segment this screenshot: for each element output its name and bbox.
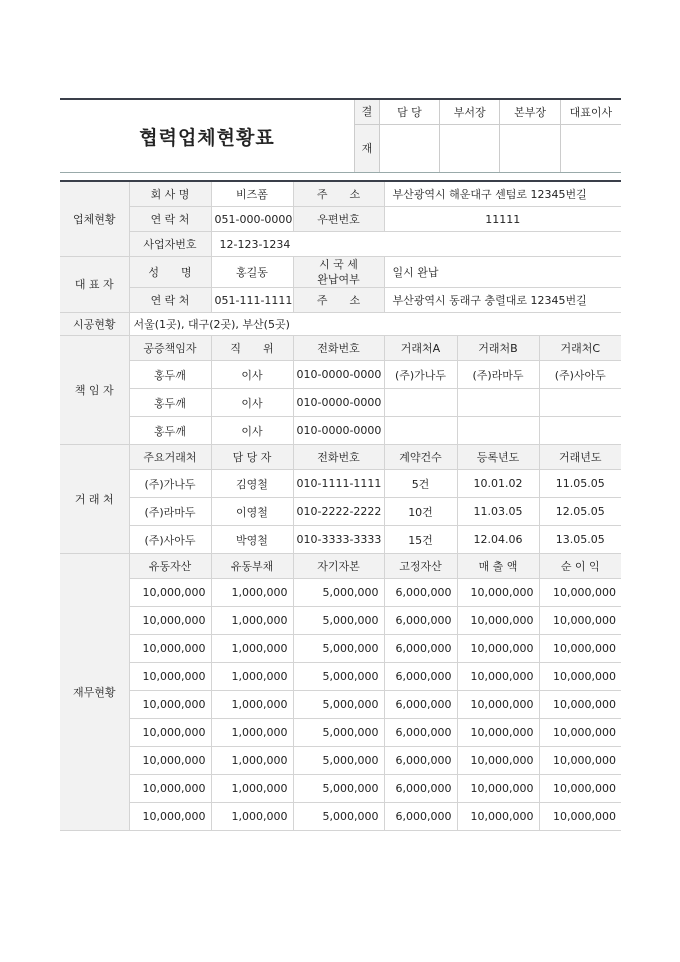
partner-status-table [60, 180, 621, 831]
page-title: 협력업체현황표 [139, 126, 275, 149]
section-managers: 책 임 자 [60, 336, 129, 445]
manager-name: 홍두깨 [129, 417, 211, 445]
ceo-address: 부산광역시 동래구 충렬대로 12345번길 [384, 288, 621, 313]
client-contracts: 5건 [384, 470, 457, 498]
section-construction: 시공현황 [60, 313, 129, 336]
table-row [60, 579, 621, 607]
finance-net-income: 10,000,000 [539, 635, 621, 663]
approval-role: 담 당 [379, 100, 439, 125]
approval-role: 대표이사 [560, 100, 621, 125]
finance-fixed-assets: 6,000,000 [384, 803, 457, 831]
ceo-tax: 일시 완납 [384, 257, 621, 288]
table-row [60, 719, 621, 747]
manager-position: 이사 [211, 389, 293, 417]
finance-equity: 5,000,000 [293, 803, 384, 831]
ceo-name: 홍길동 [211, 257, 293, 288]
finance-equity: 5,000,000 [293, 747, 384, 775]
client-phone: 010-2222-2222 [293, 498, 384, 526]
finance-net-income: 10,000,000 [539, 691, 621, 719]
finance-sales: 10,000,000 [457, 663, 539, 691]
section-company: 업체현황 [60, 181, 129, 257]
managers-header: 거래처A [384, 336, 457, 361]
table-row [60, 775, 621, 803]
finance-current-assets: 10,000,000 [129, 663, 211, 691]
approval-jae-label: 재 [355, 125, 380, 173]
manager-name: 홍두깨 [129, 361, 211, 389]
manager-client-c [539, 417, 621, 445]
finance-sales: 10,000,000 [457, 719, 539, 747]
table-row [60, 803, 621, 831]
finance-fixed-assets: 6,000,000 [384, 607, 457, 635]
finance-current-assets: 10,000,000 [129, 747, 211, 775]
finance-net-income: 10,000,000 [539, 747, 621, 775]
finance-sales: 10,000,000 [457, 775, 539, 803]
finance-fixed-assets: 6,000,000 [384, 663, 457, 691]
finance-current-liabilities: 1,000,000 [211, 607, 293, 635]
clients-header: 계약건수 [384, 445, 457, 470]
document-header [60, 98, 621, 173]
finance-header: 자기자본 [293, 554, 384, 579]
finance-fixed-assets: 6,000,000 [384, 635, 457, 663]
approval-gyeol-label: 결 [355, 100, 380, 125]
finance-header: 유동부채 [211, 554, 293, 579]
finance-fixed-assets: 6,000,000 [384, 579, 457, 607]
client-contact-person: 박영철 [211, 526, 293, 554]
finance-fixed-assets: 6,000,000 [384, 691, 457, 719]
company-zip: 11111 [384, 207, 621, 232]
finance-net-income: 10,000,000 [539, 803, 621, 831]
client-trade-year: 12.05.05 [539, 498, 621, 526]
finance-fixed-assets: 6,000,000 [384, 775, 457, 803]
manager-client-a [384, 417, 457, 445]
approval-sign-cell[interactable] [560, 125, 621, 173]
approval-role: 부서장 [440, 100, 500, 125]
manager-position: 이사 [211, 417, 293, 445]
finance-equity: 5,000,000 [293, 719, 384, 747]
finance-current-liabilities: 1,000,000 [211, 719, 293, 747]
finance-equity: 5,000,000 [293, 579, 384, 607]
finance-current-assets: 10,000,000 [129, 579, 211, 607]
company-zip-label: 우편번호 [293, 207, 384, 232]
manager-phone: 010-0000-0000 [293, 417, 384, 445]
table-row [60, 526, 621, 554]
construction-value: 서울(1곳), 대구(2곳), 부산(5곳) [129, 313, 621, 336]
manager-phone: 010-0000-0000 [293, 389, 384, 417]
finance-fixed-assets: 6,000,000 [384, 719, 457, 747]
finance-current-assets: 10,000,000 [129, 719, 211, 747]
finance-current-assets: 10,000,000 [129, 607, 211, 635]
table-row [60, 470, 621, 498]
clients-header: 주요거래처 [129, 445, 211, 470]
manager-client-c: (주)사아두 [539, 361, 621, 389]
client-contact-person: 이영철 [211, 498, 293, 526]
company-address-label: 주 소 [293, 181, 384, 207]
approval-box [354, 100, 621, 172]
managers-header: 전화번호 [293, 336, 384, 361]
finance-sales: 10,000,000 [457, 747, 539, 775]
finance-sales: 10,000,000 [457, 607, 539, 635]
managers-header: 직 위 [211, 336, 293, 361]
client-phone: 010-1111-1111 [293, 470, 384, 498]
approval-sign-cell[interactable] [440, 125, 500, 173]
finance-header: 고정자산 [384, 554, 457, 579]
finance-current-assets: 10,000,000 [129, 691, 211, 719]
client-registered: 11.03.05 [457, 498, 539, 526]
finance-current-assets: 10,000,000 [129, 635, 211, 663]
manager-position: 이사 [211, 361, 293, 389]
section-ceo: 대 표 자 [60, 257, 129, 313]
finance-sales: 10,000,000 [457, 635, 539, 663]
approval-role: 본부장 [500, 100, 560, 125]
finance-current-liabilities: 1,000,000 [211, 663, 293, 691]
company-contact: 051-000-0000 [211, 207, 293, 232]
finance-net-income: 10,000,000 [539, 663, 621, 691]
client-name: (주)가나두 [129, 470, 211, 498]
ceo-contact-label: 연 락 처 [129, 288, 211, 313]
manager-client-b [457, 389, 539, 417]
client-registered: 12.04.06 [457, 526, 539, 554]
table-row [60, 635, 621, 663]
finance-equity: 5,000,000 [293, 663, 384, 691]
clients-header: 등록년도 [457, 445, 539, 470]
finance-current-liabilities: 1,000,000 [211, 775, 293, 803]
client-name: (주)라마두 [129, 498, 211, 526]
manager-client-b [457, 417, 539, 445]
clients-header: 담 당 자 [211, 445, 293, 470]
finance-sales: 10,000,000 [457, 803, 539, 831]
clients-header: 전화번호 [293, 445, 384, 470]
finance-header: 매 출 액 [457, 554, 539, 579]
finance-equity: 5,000,000 [293, 691, 384, 719]
finance-header: 유동자산 [129, 554, 211, 579]
table-row [60, 691, 621, 719]
section-clients: 거 래 처 [60, 445, 129, 554]
company-name-label: 회 사 명 [129, 181, 211, 207]
finance-current-liabilities: 1,000,000 [211, 747, 293, 775]
finance-sales: 10,000,000 [457, 691, 539, 719]
table-row [60, 389, 621, 417]
clients-header: 거래년도 [539, 445, 621, 470]
client-trade-year: 13.05.05 [539, 526, 621, 554]
table-row [60, 417, 621, 445]
manager-client-b: (주)라마두 [457, 361, 539, 389]
table-row [60, 361, 621, 389]
table-row [60, 498, 621, 526]
finance-header: 순 이 익 [539, 554, 621, 579]
ceo-tax-label-line2: 완납여부 [317, 273, 360, 286]
finance-current-assets: 10,000,000 [129, 803, 211, 831]
finance-net-income: 10,000,000 [539, 607, 621, 635]
manager-name: 홍두깨 [129, 389, 211, 417]
section-finance: 재무현황 [60, 554, 129, 831]
finance-current-liabilities: 1,000,000 [211, 803, 293, 831]
finance-current-liabilities: 1,000,000 [211, 691, 293, 719]
table-row [60, 663, 621, 691]
finance-equity: 5,000,000 [293, 607, 384, 635]
manager-client-a: (주)가나두 [384, 361, 457, 389]
client-contracts: 10건 [384, 498, 457, 526]
finance-net-income: 10,000,000 [539, 719, 621, 747]
table-row [60, 607, 621, 635]
company-bizno-label: 사업자번호 [129, 232, 211, 257]
approval-sign-cell[interactable] [500, 125, 560, 173]
manager-client-a [384, 389, 457, 417]
ceo-name-label: 성 명 [129, 257, 211, 288]
client-contact-person: 김영철 [211, 470, 293, 498]
ceo-tax-label [293, 257, 384, 288]
table-row [60, 747, 621, 775]
finance-net-income: 10,000,000 [539, 775, 621, 803]
client-trade-year: 11.05.05 [539, 470, 621, 498]
company-contact-label: 연 락 처 [129, 207, 211, 232]
finance-current-liabilities: 1,000,000 [211, 635, 293, 663]
manager-client-c [539, 389, 621, 417]
company-address: 부산광역시 해운대구 센텀로 12345번길 [384, 181, 621, 207]
ceo-tax-label-line1: 시 국 세 [319, 258, 358, 271]
finance-equity: 5,000,000 [293, 775, 384, 803]
finance-equity: 5,000,000 [293, 635, 384, 663]
ceo-address-label: 주 소 [293, 288, 384, 313]
client-name: (주)사아두 [129, 526, 211, 554]
manager-phone: 010-0000-0000 [293, 361, 384, 389]
managers-header: 거래처B [457, 336, 539, 361]
client-phone: 010-3333-3333 [293, 526, 384, 554]
finance-current-assets: 10,000,000 [129, 775, 211, 803]
managers-header: 공증책임자 [129, 336, 211, 361]
company-bizno: 12-123-1234 [211, 232, 621, 257]
company-name: 비즈폼 [211, 181, 293, 207]
finance-current-liabilities: 1,000,000 [211, 579, 293, 607]
finance-net-income: 10,000,000 [539, 579, 621, 607]
ceo-contact: 051-111-1111 [211, 288, 293, 313]
client-contracts: 15건 [384, 526, 457, 554]
approval-sign-cell[interactable] [379, 125, 439, 173]
client-registered: 10.01.02 [457, 470, 539, 498]
finance-sales: 10,000,000 [457, 579, 539, 607]
finance-fixed-assets: 6,000,000 [384, 747, 457, 775]
managers-header: 거래처C [539, 336, 621, 361]
